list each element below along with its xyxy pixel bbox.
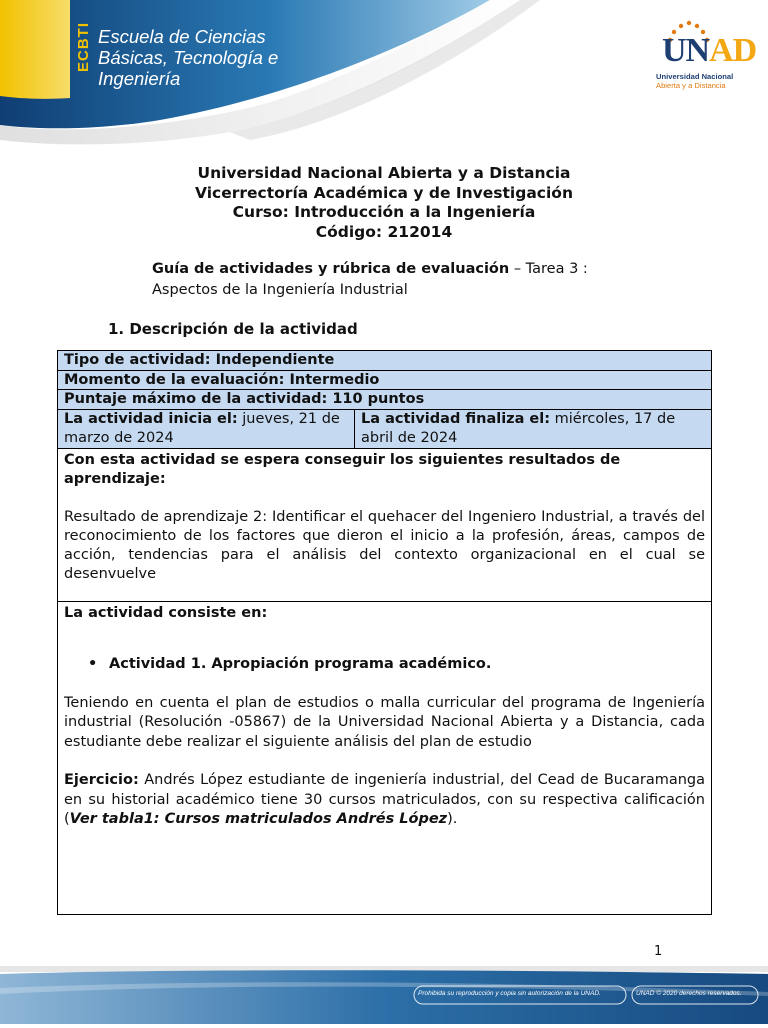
title-vicerrectoria: Vicerrectoría Académica y de Investigación	[195, 183, 573, 202]
logo-wordmark: UNAD	[662, 32, 757, 69]
school-line-1: Escuela de Ciencias	[98, 26, 266, 47]
footer-copy-notice: Prohibida su reproducción y copia sin autorización de la UNAD.	[418, 990, 601, 997]
page-number: 1	[654, 944, 663, 959]
row-puntaje: Puntaje máximo de la actividad: 110 puntos	[58, 390, 711, 410]
row-momento: Momento de la evaluación: Intermedio	[58, 371, 711, 391]
results-lead: Con esta actividad se espera conseguir los siguientes resultados de aprendizaje:	[64, 451, 621, 487]
results-body: Resultado de aprendizaje 2: Identificar el quehacer del Ingeniero Industrial, a través del reconocimiento de los factores que dieron el inicio a la profesión, áreas, campos de acción, tendencias para el análisis del contexto organizacional en el cual se desenvuelve	[64, 508, 705, 582]
ecbti-badge: ECBTI	[75, 22, 92, 72]
activity-lead: La actividad consiste en:	[64, 604, 268, 621]
row-dates	[58, 410, 711, 449]
bullet-text: Actividad 1. Apropiación programa académico.	[109, 656, 492, 672]
guide-title: Guía de actividades y rúbrica de evaluación	[152, 261, 510, 277]
document-title	[0, 164, 768, 242]
activity-paragraph-2: Ejercicio: Andrés López estudiante de ingeniería industrial, del Cead de Bucaramanga en su historial académico tiene 30 cursos matriculados, con su respectiva calificación (Ver tabla1: Cursos matriculados Andrés López).	[64, 772, 705, 827]
logo-caption-2: Abierta y a Distancia	[656, 81, 726, 90]
section-heading: 1. Descripción de la actividad	[108, 320, 358, 338]
school-name	[98, 26, 278, 89]
activity-paragraph-1: Teniendo en cuenta el plan de estudios o malla curricular del programa de Ingeniería industrial (Resolución -05867) de la Universidad Nacional Abierta y a Distancia, cada estudiante debe realizar el siguiente análisis del plan de estudio	[64, 694, 705, 750]
header-banner	[0, 0, 768, 150]
cell-end-date: La actividad finaliza el: miércoles, 17 de abril de 2024	[361, 410, 676, 446]
unad-logo	[656, 18, 757, 90]
title-university: Universidad Nacional Abierta y a Distancia	[197, 164, 571, 182]
guide-task: – Tarea 3 :	[509, 261, 588, 277]
title-code: Código: 212014	[315, 222, 453, 241]
row-activity	[58, 604, 711, 914]
logo-caption-1: Universidad Nacional	[656, 72, 734, 81]
cell-start-date: La actividad inicia el: jueves, 21 de marzo de 2024	[58, 410, 355, 448]
school-line-3: Ingeniería	[98, 68, 181, 89]
activity-bullet	[88, 655, 705, 675]
guide-subtitle: Aspectos de la Ingeniería Industrial	[152, 282, 408, 298]
title-course: Curso: Introducción a la Ingeniería	[232, 203, 536, 221]
activity-table	[57, 350, 712, 915]
row-tipo: Tipo de actividad: Independiente	[58, 351, 711, 371]
school-line-2: Básicas, Tecnología e	[98, 47, 279, 68]
footer-rights: UNAD © 2020 derechos reservados.	[636, 990, 742, 997]
row-learning-results	[58, 451, 711, 602]
guide-heading	[152, 259, 588, 301]
bullet-icon: •	[88, 656, 98, 672]
